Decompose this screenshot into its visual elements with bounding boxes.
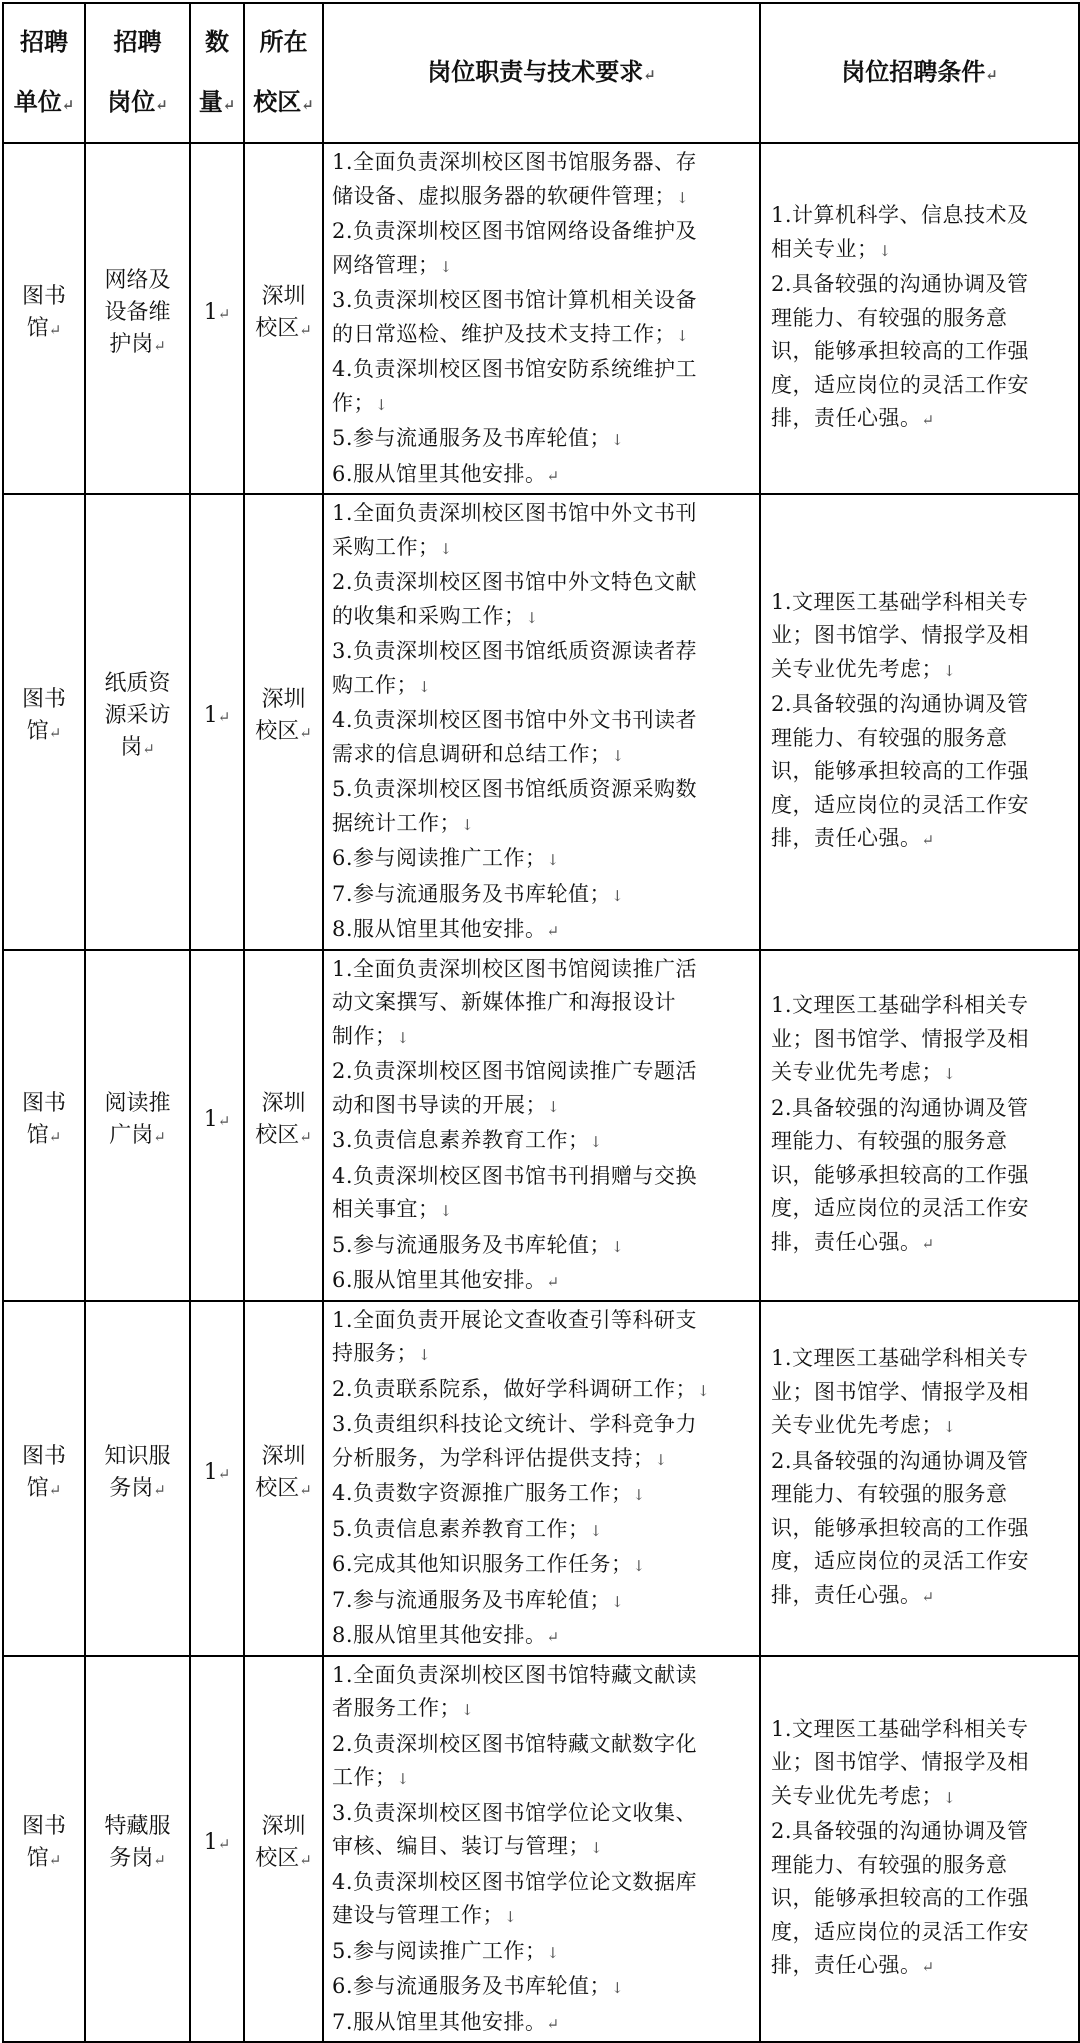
text-line: 馆↵ (26, 1122, 62, 1148)
text-line: 1↵ (203, 1459, 231, 1485)
text-line: 识，能够承担较高的工作强 (771, 339, 1029, 364)
paragraph-mark: ↵ (299, 724, 312, 743)
text-line: 2.负责深圳校区图书馆特藏文献数字化 (332, 1731, 698, 1756)
paragraph-mark: ↓ (611, 746, 625, 765)
text-line: 持服务；↓ (332, 1341, 432, 1365)
text-line: 2.负责联系院系，做好学科调研工作；↓ (332, 1376, 711, 1401)
text-line: 6.参与阅读推广工作；↓ (332, 846, 560, 870)
header-count: 数 量↵ (190, 3, 244, 143)
text-line: 图书 (21, 1443, 66, 1469)
paragraph-mark: ↵ (142, 740, 155, 759)
text-line: 动和图书导读的开展；↓ (332, 1092, 561, 1117)
text-line: 度，适应岗位的灵活工作安 (771, 1196, 1029, 1220)
text-line: 网络及 (104, 268, 171, 293)
text-line: 1↵ (203, 300, 231, 325)
paragraph-mark: ↓ (547, 1097, 561, 1116)
paragraph-mark: ↓ (611, 886, 625, 905)
text-line: 1.计算机科学、信息技术及 (771, 203, 1029, 228)
text-line: 阅读推 (104, 1090, 171, 1116)
text-line: 深圳 (261, 284, 306, 309)
text-line: 校区↵ (255, 1846, 312, 1872)
text-line: 深圳 (261, 1814, 306, 1840)
cell-position (85, 1656, 190, 2043)
text-line: 相关专业；↓ (771, 236, 892, 261)
text-line: 1.文理医工基础学科相关专 (771, 1716, 1029, 1741)
text-line: 馆↵ (26, 316, 62, 341)
text-line: 识，能够承担较高的工作强 (771, 1886, 1029, 1911)
paragraph-mark: ↵ (921, 411, 935, 430)
paragraph-mark: ↵ (48, 1480, 62, 1499)
text-line: 深圳 (261, 1090, 306, 1116)
text-line: 5.参与阅读推广工作；↓ (332, 1938, 560, 1963)
text-line: 图书 (21, 1090, 66, 1116)
cell-unit (3, 143, 85, 494)
paragraph-mark: ↵ (217, 1835, 231, 1854)
text-line: 1.全面负责深圳校区图书馆服务器、存 (332, 150, 698, 174)
text-line: 6.服从馆里其他安排。↵ (332, 461, 560, 486)
paragraph-mark: ↓ (461, 1701, 475, 1719)
text-line: 的收集和采购工作；↓ (332, 603, 539, 628)
text-line: 1.全面负责深圳校区图书馆阅读推广活 (332, 956, 698, 981)
text-line: 务岗↵ (109, 1846, 166, 1872)
text-line: 购工作；↓ (332, 672, 432, 697)
paragraph-mark: ↵ (921, 1234, 935, 1253)
text-line: 度，适应岗位的灵活工作安 (771, 1919, 1029, 1944)
text-line: 图书 (21, 284, 66, 309)
text-line: 度，适应岗位的灵活工作安 (771, 792, 1029, 817)
text-line: 2.具备较强的沟通协调及管 (771, 692, 1029, 717)
text-line: 2.具备较强的沟通协调及管 (771, 1448, 1029, 1473)
cell-conditions (760, 950, 1079, 1301)
paragraph-mark: ↓ (676, 326, 690, 345)
text-line: 理能力、有较强的服务意 (771, 1482, 1008, 1506)
cell-conditions (760, 143, 1079, 494)
text-line: 5.参与流通服务及书库轮值；↓ (332, 426, 625, 450)
text-line: 3.负责信息素养教育工作；↓ (332, 1128, 603, 1152)
header-conditions: 岗位招聘条件↵ (760, 3, 1079, 143)
text-line: 3.负责深圳校区图书馆纸质资源读者荐 (332, 639, 698, 663)
table-row (3, 1656, 1079, 2043)
text-line: 排，责任心强。↵ (771, 1953, 935, 1978)
paragraph-mark: ↓ (943, 1788, 957, 1807)
cell-duties (323, 950, 760, 1301)
paragraph-mark: ↵ (217, 305, 231, 323)
text-line: 馆↵ (26, 1475, 62, 1501)
cell-campus (244, 1301, 323, 1656)
cell-duties (323, 494, 760, 950)
cell-count (190, 143, 244, 494)
text-line: 4.负责深圳校区图书馆书刊捐赠与交换 (332, 1163, 698, 1188)
header-position: 招聘 岗位↵ (85, 3, 190, 143)
text-line: 排，责任心强。↵ (771, 826, 935, 851)
paragraph-mark: ↓ (546, 851, 560, 869)
paragraph-mark: ↵ (921, 1587, 935, 1606)
text-line: 馆↵ (26, 719, 62, 745)
text-line: 7.参与流通服务及书库轮值；↓ (332, 881, 625, 906)
text-line: 3.负责深圳校区图书馆计算机相关设备 (332, 288, 698, 312)
paragraph-mark: ↓ (396, 1028, 410, 1047)
text-line: 的日常巡检、维护及技术支持工作；↓ (332, 321, 690, 346)
text-line: 务岗↵ (109, 1475, 166, 1501)
text-line: 业；图书馆学、情报学及相 (771, 1750, 1029, 1775)
text-line: 排，责任心强。↵ (771, 1582, 935, 1607)
table-row (3, 143, 1079, 494)
paragraph-mark: ↵ (921, 831, 935, 850)
text-line: 6.完成其他知识服务工作任务；↓ (332, 1552, 646, 1576)
text-line: 4.负责深圳校区图书馆中外文书刊读者 (332, 708, 698, 732)
paragraph-mark: ↵ (546, 1273, 560, 1291)
cell-position (85, 494, 190, 950)
text-line: 1.文理医工基础学科相关专 (771, 993, 1029, 1017)
paragraph-mark: ↓ (654, 1450, 668, 1469)
text-line: 4.负责数字资源推广服务工作；↓ (332, 1481, 646, 1505)
paragraph-mark: ↓ (676, 188, 690, 207)
text-line: 1.文理医工基础学科相关专 (771, 589, 1029, 614)
text-line: 3.负责深圳校区图书馆学位论文收集、 (332, 1800, 698, 1825)
paragraph-mark: ↓ (697, 1381, 711, 1400)
paragraph-mark: ↵ (48, 1851, 62, 1870)
paragraph-mark: ↵ (153, 1851, 166, 1870)
cell-campus (244, 1656, 323, 2043)
text-line: 制作；↓ (332, 1023, 410, 1048)
paragraph-mark: ↵ (153, 1480, 166, 1499)
paragraph-mark: ↵ (48, 321, 62, 339)
text-line: 8.服从馆里其他安排。↵ (332, 917, 560, 941)
text-line: 2.具备较强的沟通协调及管 (771, 1095, 1029, 1120)
text-line: 1↵ (203, 703, 231, 729)
paragraph-mark: ↵ (299, 321, 312, 339)
text-line: 广岗↵ (109, 1122, 166, 1148)
text-line: 设备维 (104, 300, 171, 325)
text-line: 8.服从馆里其他安排。↵ (332, 1623, 560, 1647)
text-line: 据统计工作；↓ (332, 810, 475, 835)
text-line: 图书 (21, 687, 66, 713)
paragraph-mark: ↵ (299, 1851, 312, 1870)
text-line: 5.参与流通服务及书库轮值；↓ (332, 1232, 625, 1257)
paragraph-mark: ↵ (48, 724, 62, 743)
paragraph-mark: ↓ (611, 1979, 625, 1997)
paragraph-mark: ↓ (546, 1943, 560, 1962)
text-line: 护岗↵ (109, 332, 166, 357)
table-row (3, 950, 1079, 1301)
text-line: 关专业优先考虑；↓ (771, 1413, 957, 1437)
text-line: 排，责任心强。↵ (771, 1229, 935, 1254)
text-line: 业；图书馆学、情报学及相 (771, 1026, 1029, 1051)
paragraph-mark: ↵ (546, 466, 560, 485)
paragraph-mark: ↓ (943, 1418, 957, 1436)
paragraph-mark: ↵ (153, 337, 166, 355)
paragraph-mark: ↵ (921, 1958, 935, 1977)
cell-campus (244, 494, 323, 950)
text-line: 5.负责深圳校区图书馆纸质资源采购数 (332, 777, 698, 801)
recruitment-table (2, 2, 1080, 2043)
paragraph-mark: ↓ (589, 1521, 603, 1540)
text-line: 理能力、有较强的服务意 (771, 305, 1008, 330)
paragraph-mark: ↵ (48, 1127, 62, 1146)
text-line: 2.具备较强的沟通协调及管 (771, 272, 1029, 297)
text-line: 校区↵ (255, 316, 312, 341)
text-line: 者服务工作；↓ (332, 1696, 475, 1720)
text-line: 关专业优先考虑；↓ (771, 1060, 957, 1084)
paragraph-mark: ↓ (611, 431, 625, 449)
text-line: 识，能够承担较高的工作强 (771, 759, 1029, 784)
text-line: 纸质资 (104, 671, 171, 697)
paragraph-mark: ↵ (299, 1127, 312, 1146)
text-line: 网络管理；↓ (332, 252, 453, 277)
paragraph-mark: ↓ (418, 677, 432, 696)
text-line: 审核、编目、装订与管理；↓ (332, 1834, 604, 1858)
cell-position (85, 950, 190, 1301)
cell-unit (3, 950, 85, 1301)
paragraph-mark: ↓ (611, 1237, 625, 1256)
text-line: 建设与管理工作；↓ (332, 1903, 518, 1927)
paragraph-mark: ↓ (439, 257, 453, 276)
text-line: 理能力、有较强的服务意 (771, 1129, 1008, 1153)
text-line: 知识服 (104, 1443, 171, 1469)
text-line: 7.服从馆里其他安排。↵ (332, 2009, 560, 2034)
text-line: 关专业优先考虑；↓ (771, 656, 957, 681)
text-line: 4.负责深圳校区图书馆安防系统维护工 (332, 357, 698, 381)
text-line: 5.负责信息素养教育工作；↓ (332, 1516, 603, 1541)
cell-count (190, 494, 244, 950)
cell-conditions (760, 1301, 1079, 1656)
paragraph-mark: ↵ (299, 1480, 312, 1499)
cell-unit (3, 1301, 85, 1656)
text-line: 1.全面负责深圳校区图书馆中外文书刊 (332, 501, 698, 525)
paragraph-mark: ↵ (217, 1464, 231, 1483)
paragraph-mark: ↓ (878, 241, 892, 260)
text-line: 分析服务，为学科评估提供支持；↓ (332, 1445, 668, 1470)
paragraph-mark: ↵ (546, 2014, 560, 2033)
paragraph-mark: ↵ (217, 708, 231, 727)
cell-campus (244, 143, 323, 494)
table-row (3, 1301, 1079, 1656)
text-line: 1.全面负责深圳校区图书馆特藏文献读 (332, 1662, 698, 1687)
text-line: 采购工作；↓ (332, 534, 453, 559)
text-line: 工作；↓ (332, 1765, 410, 1789)
text-line: 2.具备较强的沟通协调及管 (771, 1819, 1029, 1844)
text-line: 作；↓ (332, 390, 389, 415)
text-line: 动文案撰写、新媒体推广和海报设计 (332, 990, 676, 1014)
paragraph-mark: ↓ (504, 1908, 518, 1926)
text-line: 储设备、虚拟服务器的软硬件管理；↓ (332, 183, 690, 208)
paragraph-mark: ↓ (461, 815, 475, 834)
text-line: 2.负责深圳校区图书馆网络设备维护及 (332, 219, 698, 243)
cell-count (190, 1301, 244, 1656)
header-campus: 所在 校区↵ (244, 3, 323, 143)
text-line: 深圳 (261, 687, 306, 713)
text-line: 1↵ (203, 1106, 231, 1132)
text-line: 特藏服 (104, 1814, 171, 1840)
text-line: 1.文理医工基础学科相关专 (771, 1346, 1029, 1370)
text-line: 理能力、有较强的服务意 (771, 1852, 1008, 1877)
text-line: 识，能够承担较高的工作强 (771, 1515, 1029, 1540)
paragraph-mark: ↓ (632, 1557, 646, 1575)
text-line: 相关事宜；↓ (332, 1197, 453, 1221)
text-line: 2.负责深圳校区图书馆中外文特色文献 (332, 570, 698, 594)
text-line: 校区↵ (255, 1475, 312, 1501)
paragraph-mark: ↓ (439, 539, 453, 558)
text-line: 度，适应岗位的灵活工作安 (771, 1549, 1029, 1573)
cell-position (85, 1301, 190, 1656)
text-line: 识，能够承担较高的工作强 (771, 1162, 1029, 1187)
text-line: 3.负责组织科技论文统计、学科竞争力 (332, 1412, 698, 1436)
text-line: 校区↵ (255, 1122, 312, 1148)
paragraph-mark: ↓ (589, 1133, 603, 1151)
text-line: 校区↵ (255, 719, 312, 745)
cell-unit (3, 1656, 85, 2043)
paragraph-mark: ↵ (546, 922, 560, 940)
text-line: 1↵ (203, 1830, 231, 1856)
text-line: 7.参与流通服务及书库轮值；↓ (332, 1587, 625, 1612)
paragraph-mark: ↓ (418, 1346, 432, 1364)
text-line: 理能力、有较强的服务意 (771, 725, 1008, 750)
text-line: 排，责任心强。↵ (771, 406, 935, 431)
cell-count (190, 1656, 244, 2043)
paragraph-mark: ↵ (546, 1628, 560, 1646)
text-line: 6.服从馆里其他安排。↵ (332, 1268, 560, 1292)
paragraph-mark: ↓ (439, 1202, 453, 1220)
table-row (3, 494, 1079, 950)
text-line: 关专业优先考虑；↓ (771, 1783, 957, 1808)
cell-conditions (760, 494, 1079, 950)
text-line: 1.全面负责开展论文查收查引等科研支 (332, 1307, 698, 1332)
cell-duties (323, 143, 760, 494)
text-line: 需求的信息调研和总结工作；↓ (332, 741, 625, 766)
cell-unit (3, 494, 85, 950)
text-line: 图书 (21, 1814, 66, 1840)
paragraph-mark: ↵ (153, 1127, 166, 1146)
text-line: 4.负责深圳校区图书馆学位论文数据库 (332, 1869, 698, 1894)
text-line: 岗↵ (120, 735, 155, 761)
header-unit: 招聘 单位↵ (3, 3, 85, 143)
header-duties: 岗位职责与技术要求↵ (323, 3, 760, 143)
text-line: 业；图书馆学、情报学及相 (771, 623, 1029, 648)
paragraph-mark: ↓ (611, 1592, 625, 1611)
paragraph-mark: ↓ (632, 1486, 646, 1504)
text-line: 源采访 (104, 703, 171, 729)
cell-conditions (760, 1656, 1079, 2043)
text-line: 业；图书馆学、情报学及相 (771, 1379, 1029, 1404)
paragraph-mark: ↓ (590, 1839, 604, 1857)
cell-count (190, 950, 244, 1301)
paragraph-mark: ↵ (217, 1111, 231, 1130)
text-line: 度，适应岗位的灵活工作安 (771, 372, 1029, 397)
text-line: 馆↵ (26, 1846, 62, 1872)
cell-duties (323, 1656, 760, 2043)
text-line: 深圳 (261, 1443, 306, 1469)
paragraph-mark: ↓ (943, 661, 957, 680)
paragraph-mark: ↓ (525, 608, 539, 627)
paragraph-mark: ↓ (943, 1065, 957, 1083)
cell-duties (323, 1301, 760, 1656)
text-line: 6.参与流通服务及书库轮值；↓ (332, 1974, 625, 1998)
paragraph-mark: ↓ (396, 1770, 410, 1788)
cell-position (85, 143, 190, 494)
header-row (3, 3, 1079, 143)
paragraph-mark: ↓ (375, 395, 389, 414)
cell-campus (244, 950, 323, 1301)
text-line: 2.负责深圳校区图书馆阅读推广专题活 (332, 1059, 698, 1083)
